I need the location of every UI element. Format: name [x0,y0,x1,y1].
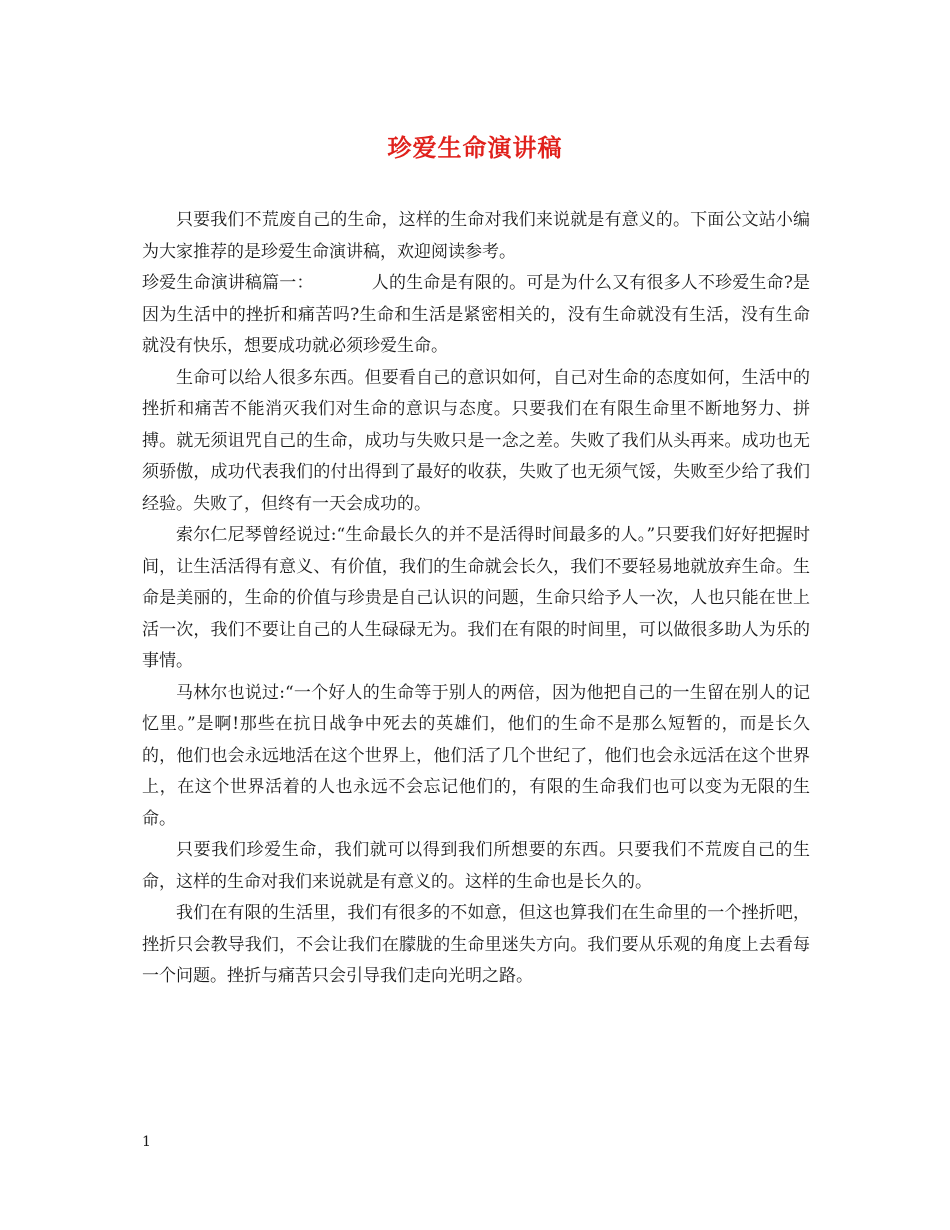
section-first-text: 人的生命是有限的。可是为什么又有很多人不珍爱生命?是因为生活中的挫折和痛苦吗?生命和生活是紧密相关的，没有生命就没有生活，没有生命就没有快乐，想要成功就必须珍爱生命。 [142,273,810,356]
body-paragraph: 我们在有限的生活里，我们有很多的不如意，但这也算我们在生命里的一个挫折吧，挫折只会教导我们，不会让我们在朦胧的生命里迷失方向。我们要从乐观的角度上去看每一个问题。挫折与痛苦只会引导我们走向光明之路。 [142,903,810,986]
section-paragraph [142,268,810,363]
body-paragraph: 只要我们珍爱生命，我们就可以得到我们所想要的东西。只要我们不荒废自己的生命，这样的生命对我们来说就是有意义的。这样的生命也是长久的。 [142,840,810,892]
body-paragraph: 马林尔也说过:“一个好人的生命等于别人的两倍，因为他把自己的一生留在别人的记忆里。”是啊!那些在抗日战争中死去的英雄们，他们的生命不是那么短暂的，而是长久的，他们也会永远地活在这个世界上，他们活了几个世纪了，他们也会永远活在这个世界上，在这个世界活着的人也永远不会忘记他们的，有限的生命我们也可以变为无限的生命。 [142,682,810,829]
document-title: 珍爱生命演讲稿 [387,133,563,162]
document-body [142,205,810,993]
intro-paragraph: 只要我们不荒废自己的生命，这样的生命对我们来说就是有意义的。下面公文站小编为大家推荐的是珍爱生命演讲稿，欢迎阅读参考。 [142,210,810,262]
page-number: 1 [142,1134,151,1150]
section-heading: 珍爱生命演讲稿篇一： [142,273,314,293]
body-paragraph: 索尔仁尼琴曾经说过:“生命最长久的并不是活得时间最多的人。”只要我们好好把握时间，让生活活得有意义、有价值，我们的生命就会长久，我们不要轻易地就放弃生命。生命是美丽的，生命的价值与珍贵是自己认识的问题，生命只给予人一次，人也只能在世上活一次，我们不要让自己的人生碌碌无为。我们在有限的时间里，可以做很多助人为乐的事情。 [142,525,810,671]
body-paragraph: 生命可以给人很多东西。但要看自己的意识如何，自己对生命的态度如何，生活中的挫折和痛苦不能消灭我们对生命的意识与态度。只要我们在有限生命里不断地努力、拼搏。就无须诅咒自己的生命，成功与失败只是一念之差。失败了我们从头再来。成功也无须骄傲，成功代表我们的付出得到了最好的收获，失败了也无须气馁，失败至少给了我们经验。失败了，但终有一天会成功的。 [142,367,810,514]
